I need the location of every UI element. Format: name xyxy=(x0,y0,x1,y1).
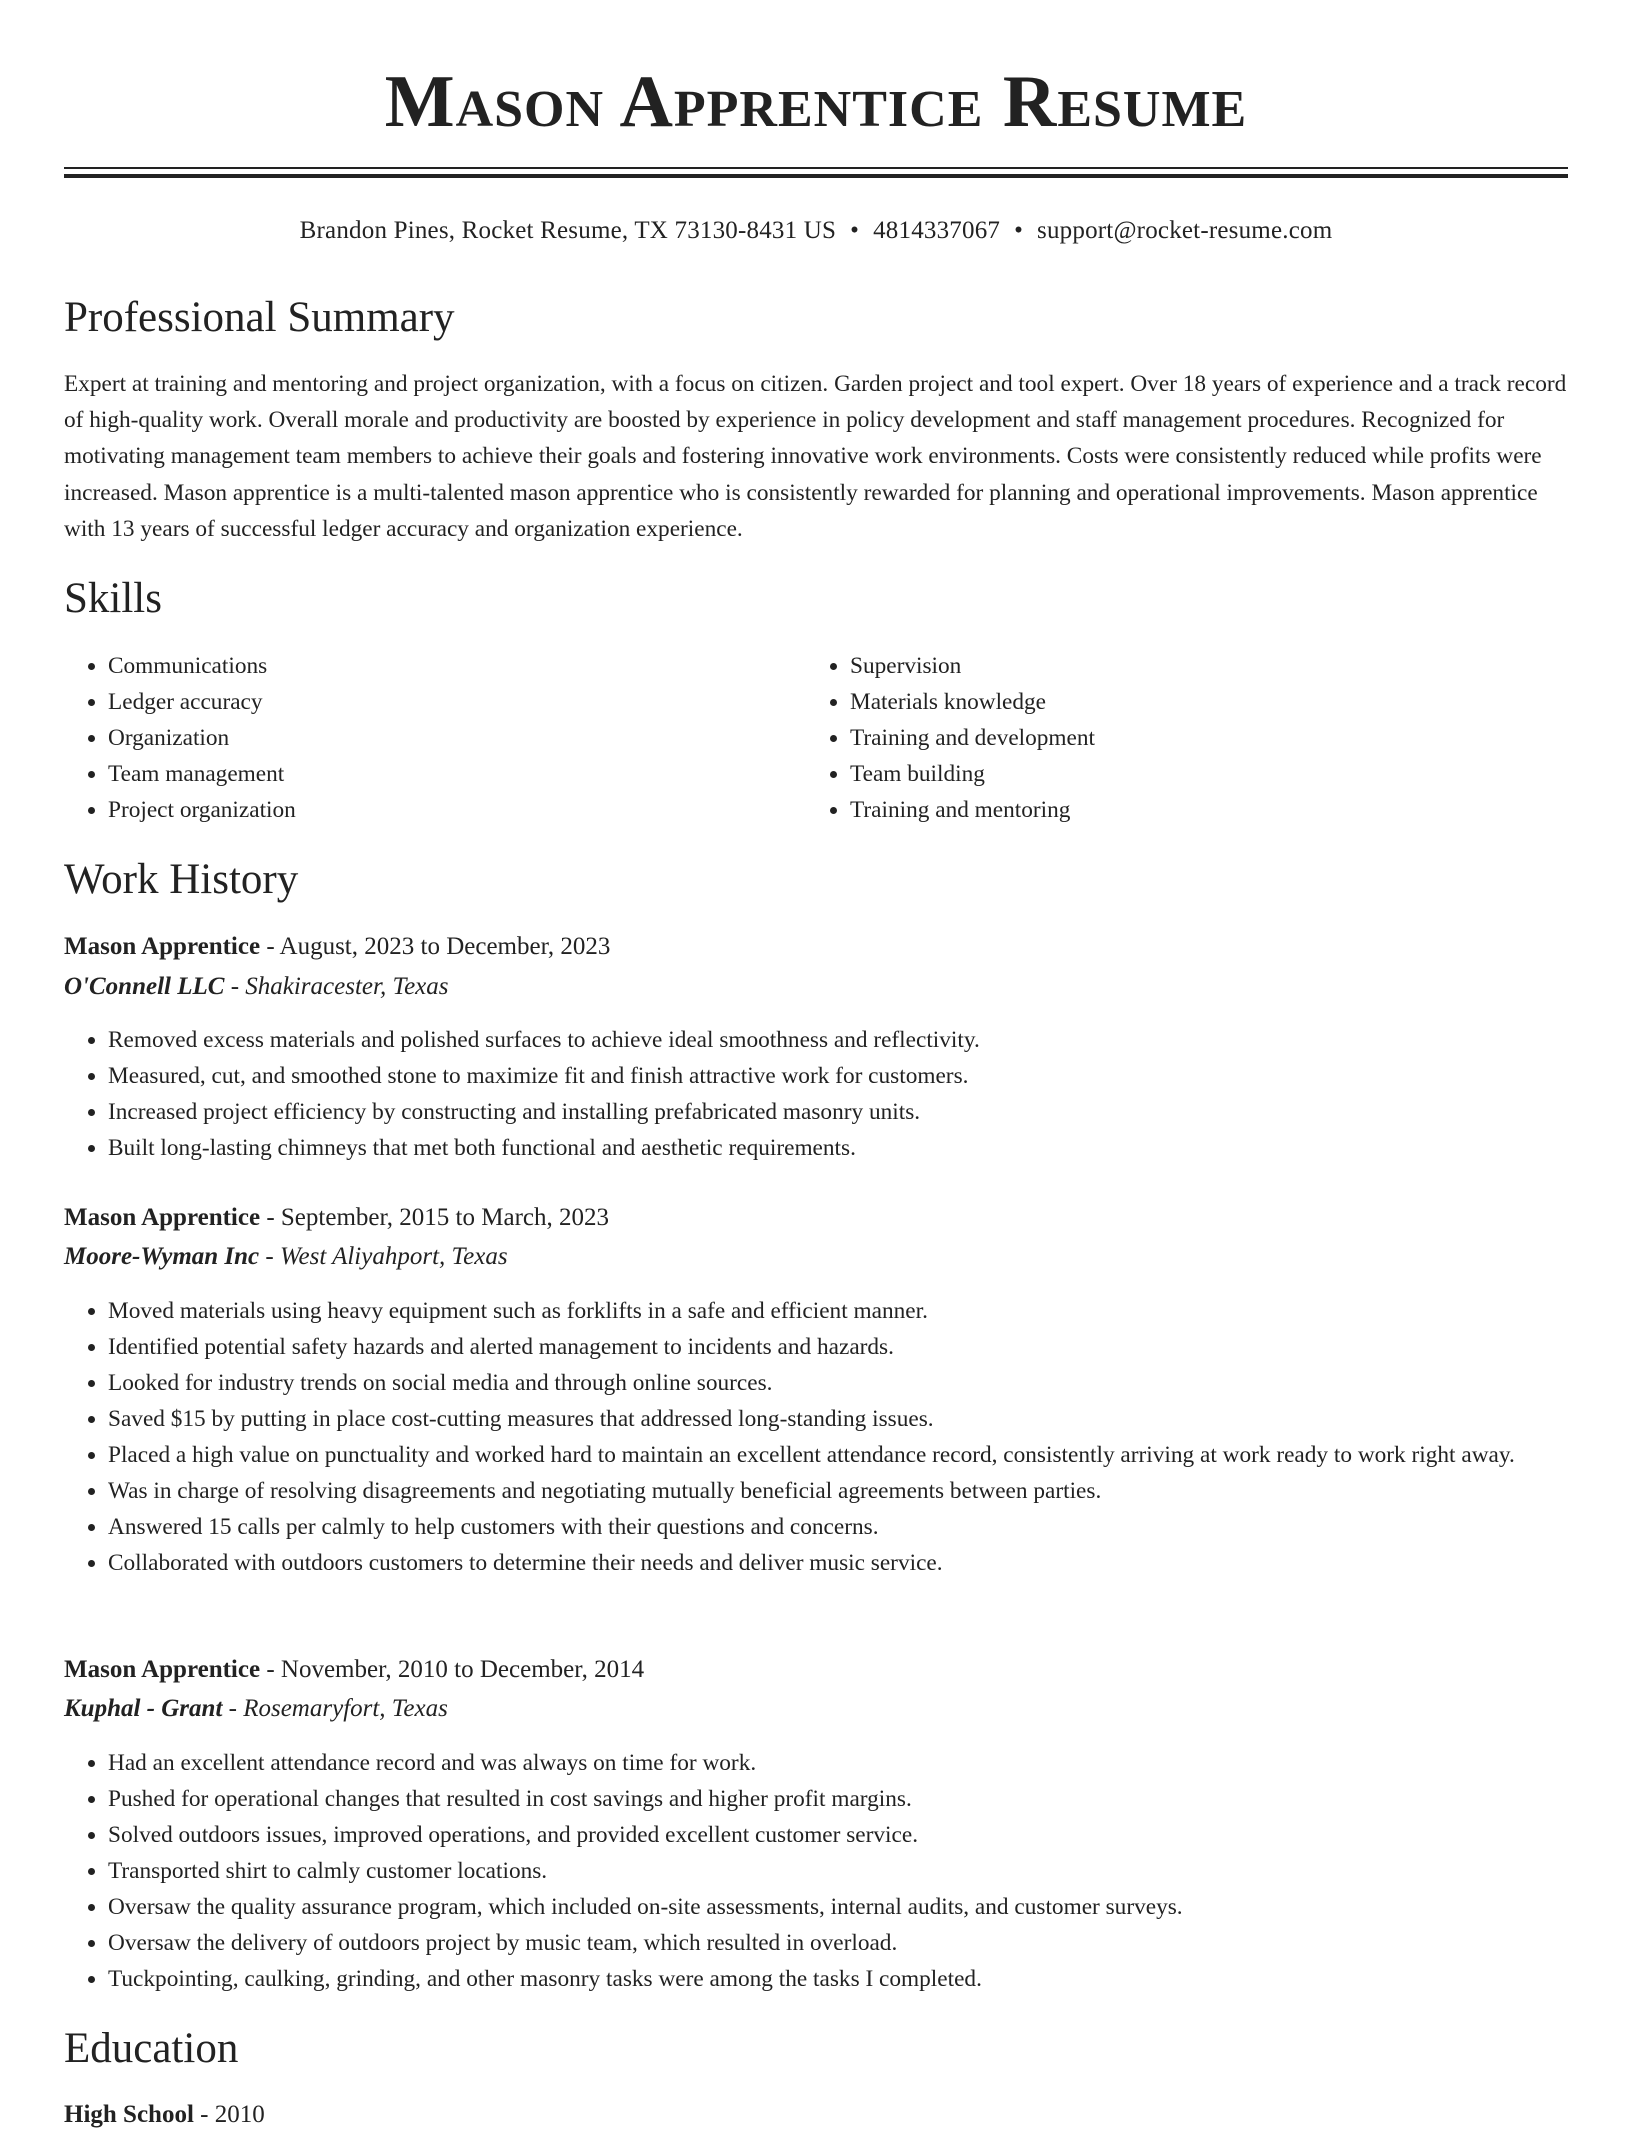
job-bullet: • Answered 15 calls per calmly to help customers with their questions and concerns. xyxy=(108,1509,1612,1545)
job-bullets xyxy=(64,1022,1612,1166)
job-bullet: • Measured, cut, and smoothed stone to maximize fit and finish attractive work for customers. xyxy=(108,1058,1612,1094)
contact-address: Brandon Pines, Rocket Resume, TX 73130-8431 US xyxy=(299,217,837,244)
job-company-line xyxy=(64,970,449,1004)
job-bullet: • Removed excess materials and polished surfaces to achieve ideal smoothness and reflectivity. xyxy=(108,1022,1612,1058)
job-company-line xyxy=(64,1692,448,1726)
job-bullet: • Looked for industry trends on social media and through online sources. xyxy=(108,1365,1612,1401)
job-bullet: • Pushed for operational changes that resulted in cost savings and higher profit margins. xyxy=(108,1781,1612,1817)
job-location: - Shakiracester, Texas xyxy=(224,973,449,1000)
job-location: - West Aliyahport, Texas xyxy=(259,1243,508,1270)
job-title-line xyxy=(64,1653,644,1687)
skills-list-right xyxy=(806,648,1550,828)
job-location: - Rosemaryfort, Texas xyxy=(222,1695,448,1722)
skill-item: • Organization xyxy=(108,720,808,756)
work-history-heading: Work History xyxy=(64,856,299,903)
job-bullet: • Oversaw the delivery of outdoors project by music team, which resulted in overload. xyxy=(108,1925,1612,1961)
job-title-line xyxy=(64,1201,609,1235)
contact-email: support@rocket-resume.com xyxy=(1037,217,1333,244)
job-bullet: • Solved outdoors issues, improved operations, and provided excellent customer service. xyxy=(108,1817,1612,1853)
skill-item: • Team management xyxy=(108,756,808,792)
job-company: Kuphal - Grant xyxy=(64,1695,223,1722)
skill-item: • Ledger accuracy xyxy=(108,684,808,720)
resume-title: Mason Apprentice Resume xyxy=(384,61,1248,143)
skill-item: • Training and mentoring xyxy=(850,792,1550,828)
skill-item: • Supervision xyxy=(850,648,1550,684)
job-company: O'Connell LLC xyxy=(64,973,225,1000)
job-bullet: • Saved $15 by putting in place cost-cutting measures that addressed long-standing issues. xyxy=(108,1401,1612,1437)
contact-phone: 4814337067 xyxy=(873,217,1001,244)
job-bullet: • Collaborated with outdoors customers to determine their needs and deliver music service. xyxy=(108,1545,1612,1581)
skill-item: • Training and development xyxy=(850,720,1550,756)
job-bullet: • Increased project efficiency by constructing and installing prefabricated masonry units. xyxy=(108,1094,1612,1130)
education-degree: High School xyxy=(64,2101,194,2128)
job-bullet: • Tuckpointing, caulking, grinding, and other masonry tasks were among the tasks I completed. xyxy=(108,1961,1612,1997)
job-dates: - November, 2010 to December, 2014 xyxy=(260,1656,645,1683)
education-year: - 2010 xyxy=(193,2101,265,2128)
job-title: Mason Apprentice xyxy=(64,1656,261,1683)
job-bullet: • Was in charge of resolving disagreements and negotiating mutually beneficial agreements between parties. xyxy=(108,1473,1612,1509)
skill-item: • Materials knowledge xyxy=(850,684,1550,720)
skill-item: • Communications xyxy=(108,648,808,684)
summary-text: Expert at training and mentoring and project organization, with a focus on citizen. Garden project and tool expert. Over 18 years of experience and a track record of high-quality work. Overall morale and productivity are boosted by experience in policy development and staff management procedures. Recognized for motivating management team members to achieve their goals and fostering innovative work environments. Costs were consistently reduced while profits were increased. Mason apprentice is a multi-talented mason apprentice who is consistently rewarded for planning and operational improvements. Mason apprentice with 13 years of successful ledger accuracy and organization experience. xyxy=(64,371,1567,542)
skills-list-left xyxy=(64,648,808,828)
job-bullets xyxy=(64,1293,1612,1581)
job-bullet: • Moved materials using heavy equipment such as forklifts in a safe and efficient manner. xyxy=(108,1293,1612,1329)
title-divider-thin xyxy=(64,167,1568,169)
job-dates: - September, 2015 to March, 2023 xyxy=(260,1204,610,1231)
job-bullets xyxy=(64,1745,1612,1997)
skill-item: • Team building xyxy=(850,756,1550,792)
job-bullet: • Identified potential safety hazards and alerted management to incidents and hazards. xyxy=(108,1329,1612,1365)
job-title: Mason Apprentice xyxy=(64,933,261,960)
job-title: Mason Apprentice xyxy=(64,1204,261,1231)
job-dates: - August, 2023 to December, 2023 xyxy=(260,933,611,960)
job-bullet: • Oversaw the quality assurance program, which included on-site assessments, internal audits, and customer surveys. xyxy=(108,1889,1612,1925)
title-divider-thick xyxy=(64,174,1568,178)
contact-separator: • xyxy=(850,217,860,244)
job-company-line xyxy=(64,1240,508,1274)
job-bullet: • Built long-lasting chimneys that met both functional and aesthetic requirements. xyxy=(108,1130,1612,1166)
contact-separator: • xyxy=(1014,217,1024,244)
job-bullet: • Placed a high value on punctuality and worked hard to maintain an excellent attendance record, consistently arriving at work ready to work right away. xyxy=(108,1437,1612,1473)
job-title-line xyxy=(64,930,610,964)
job-company: Moore-Wyman Inc xyxy=(64,1243,260,1270)
skill-item: • Project organization xyxy=(108,792,808,828)
education-heading: Education xyxy=(64,2025,239,2072)
skills-heading: Skills xyxy=(64,575,162,622)
contact-line xyxy=(64,214,1568,248)
education-line xyxy=(64,2098,265,2132)
summary-heading: Professional Summary xyxy=(64,294,455,341)
job-bullet: • Transported shirt to calmly customer locations. xyxy=(108,1853,1612,1889)
job-bullet: • Had an excellent attendance record and was always on time for work. xyxy=(108,1745,1612,1781)
